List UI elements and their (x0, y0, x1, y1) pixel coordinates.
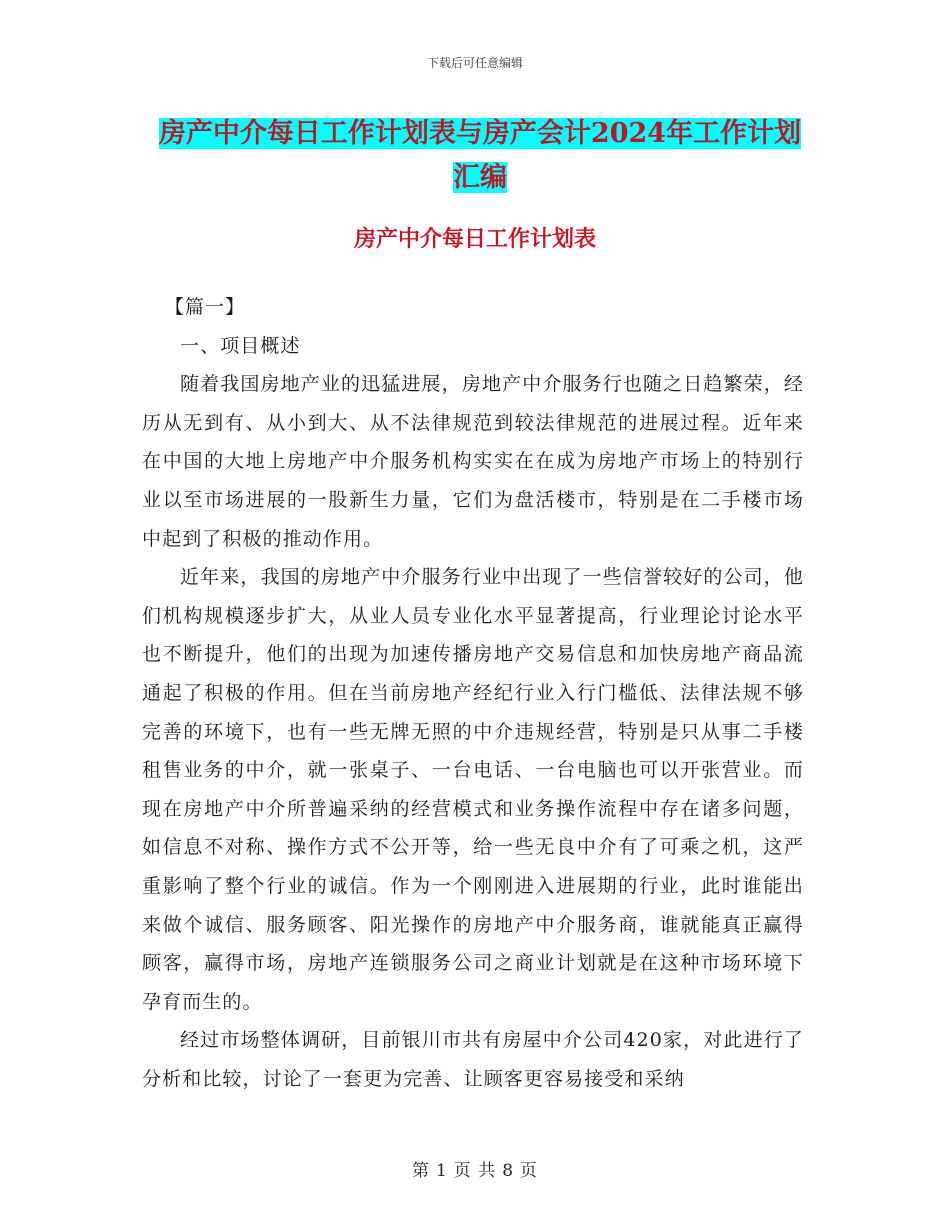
paragraph-1: 随着我国房地产业的迅猛进展，房地产中介服务行也随之日趋繁荣，经历从无到有、从小到大、从不法律规范到较法律规范的进展过程。近年来在中国的大地上房地产中介服务机构实实在在成为房地产市场上的特别行业以至市场进展的一股新生力量，它们为盘活楼市，特别是在二手楼市场中起到了积极的推动作用。 (142, 373, 804, 550)
footer-total-pages: 8 (502, 1161, 515, 1181)
footer-prefix: 第 (411, 1161, 430, 1181)
section-title: 房产中介每日工作计划表 (353, 226, 596, 252)
paragraph-2: 近年来，我国的房地产中介服务行业中出现了一些信誉较好的公司，他们机构规模逐步扩大，从业人员专业化水平显著提高，行业理论讨论水平也不断提升，他们的出现为加速传播房地产交易信息和加快房地产商品流通起了积极的作用。但在当前房地产经纪行业入行门槛低、法律法规不够完善的环境下，也有一些无牌无照的中介违规经营，特别是只从事二手楼租售业务的中介，就一张桌子、一台电话、一台电脑也可以开张营业。而现在房地产中介所普遍采纳的经营模式和业务操作流程中存在诸多问题，如信息不对称、操作方式不公开等，给一些无良中介有了可乘之机，这严重影响了整个行业的诚信。作为一个刚刚进入进展期的行业，此时谁能出来做个诚信、服务顾客、阳光操作的房地产中介服务商，谁就能真正赢得顾客，赢得市场，房地产连锁服务公司之商业计划就是在这种市场环境下孕育而生的。 (142, 566, 804, 1013)
heading-project-overview: 一、项目概述 (180, 334, 301, 357)
document-body (142, 288, 804, 1098)
part-label: 【篇一】 (164, 296, 246, 318)
footer-middle: 页 共 (453, 1161, 497, 1181)
page-footer (0, 1156, 950, 1181)
paragraph-3: 经过市场整体调研，目前银川市共有房屋中介公司420家，对此进行了分析和比较，讨论了一套更为完善、让顾客更容易接受和采纳 (142, 1029, 804, 1090)
document-title (140, 112, 820, 200)
footer-page-number: 1 (435, 1161, 448, 1181)
title-line-2: 汇编 (453, 162, 507, 193)
footer-suffix: 页 (520, 1161, 539, 1181)
page-header-note: 下载后可任意编辑 (426, 56, 523, 70)
title-line-1: 房产中介每日工作计划表与房产会计2024年工作计划 (158, 118, 802, 149)
